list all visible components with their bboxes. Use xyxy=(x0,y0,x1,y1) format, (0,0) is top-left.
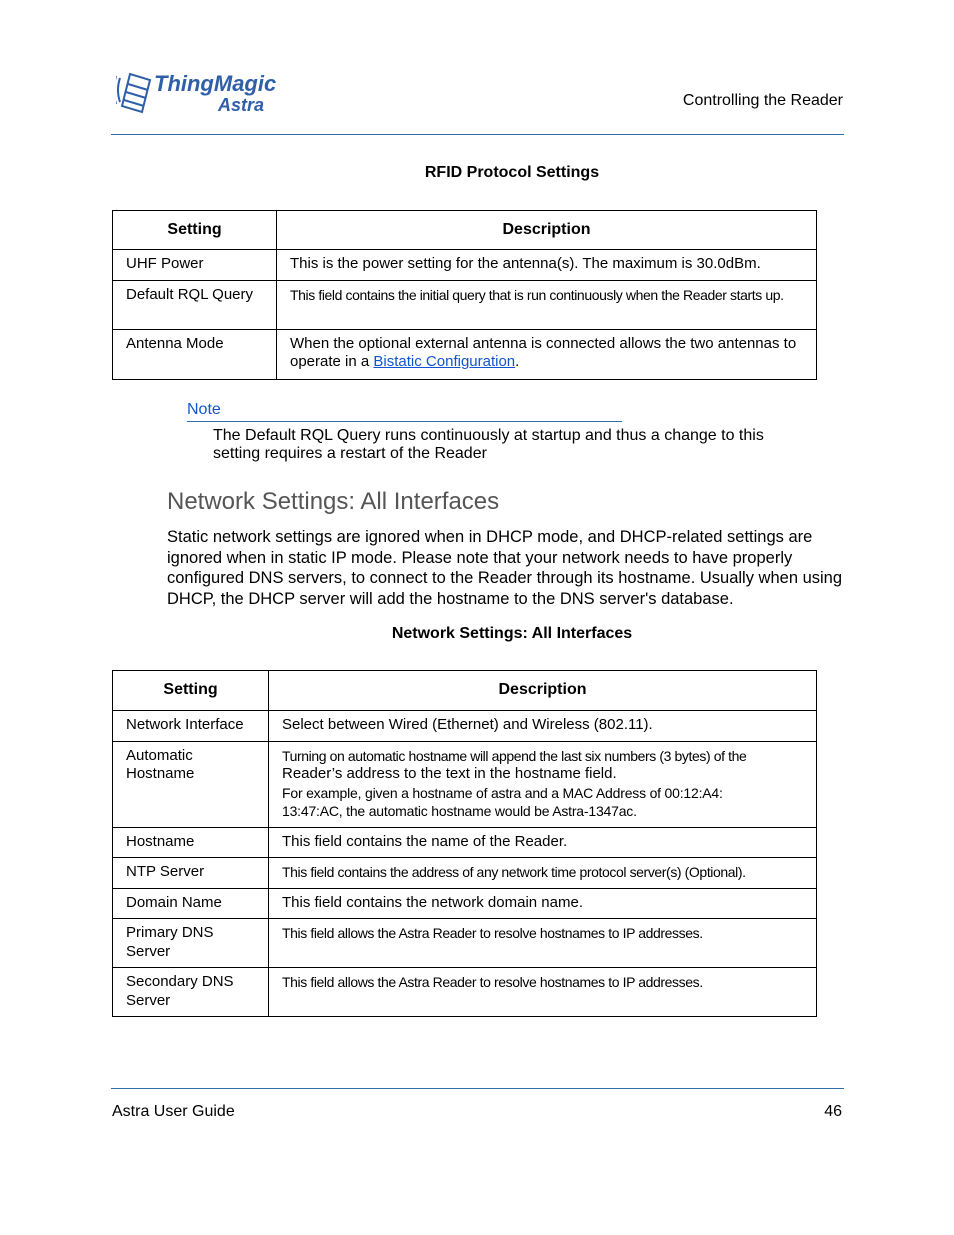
setting-cell: Antenna Mode xyxy=(113,329,277,379)
description-cell xyxy=(269,741,817,827)
description-cell: This field contains the network domain name. xyxy=(269,888,817,919)
footer-doc-title: Astra User Guide xyxy=(112,1103,235,1120)
rfid-table-caption: RFID Protocol Settings xyxy=(424,164,600,181)
description-cell: This field contains the name of the Reader. xyxy=(269,827,817,858)
setting-cell: Default RQL Query xyxy=(113,280,277,329)
setting-cell: NTP Server xyxy=(113,858,269,889)
setting-cell: Hostname xyxy=(113,827,269,858)
rfid-settings-table xyxy=(112,210,817,380)
table-row xyxy=(113,329,817,379)
note-divider xyxy=(187,421,622,422)
column-header-setting: Setting xyxy=(113,211,277,250)
table-header-row xyxy=(113,211,817,250)
setting-cell: UHF Power xyxy=(113,250,277,281)
column-header-description: Description xyxy=(277,211,817,250)
description-line: 13:47:AC, the automatic hostname would be Astra-1347ac. xyxy=(282,803,637,819)
setting-cell: Network Interface xyxy=(113,711,269,742)
description-line: Turning on automatic hostname will append the last six numbers (3 bytes) of the xyxy=(282,747,747,764)
setting-cell: Secondary DNS Server xyxy=(113,968,269,1017)
svg-text:ThingMagic: ThingMagic xyxy=(154,71,276,96)
table-row xyxy=(113,280,817,329)
description-text: When the optional external antenna is connected allows the two antennas to operate in a xyxy=(290,334,797,370)
description-cell: Select between Wired (Ethernet) and Wireless (802.11). xyxy=(269,711,817,742)
setting-cell: Primary DNS Server xyxy=(113,919,269,968)
rfid-tag-icon xyxy=(116,66,276,116)
description-cell: This field allows the Astra Reader to resolve hostnames to IP addresses. xyxy=(269,919,817,968)
section-paragraph: Static network settings are ignored when in DHCP mode, and DHCP-related settings are ignored when in static IP mode. Please note that your network needs to have properly configured DNS servers, to connect to the Reader through its hostname. Usually when using DHCP, the DHCP server will add the hostname to the DNS server's database. xyxy=(167,528,843,608)
table-row xyxy=(113,919,817,968)
setting-cell: Automatic Hostname xyxy=(113,741,269,827)
network-settings-table xyxy=(112,670,817,1017)
description-cell xyxy=(277,329,817,379)
table-row xyxy=(113,827,817,858)
table-row xyxy=(113,888,817,919)
note-text: The Default RQL Query runs continuously at startup and thus a change to this setting requires a restart of the Reader xyxy=(213,427,764,462)
section-title: Controlling the Reader xyxy=(682,92,843,109)
table-row xyxy=(113,711,817,742)
description-cell: This field contains the initial query that is run continuously when the Reader starts up. xyxy=(277,280,817,329)
thingmagic-logo xyxy=(116,66,276,116)
table-row xyxy=(113,741,817,827)
bistatic-configuration-link[interactable]: Bistatic Configuration xyxy=(373,353,516,370)
description-cell: This is the power setting for the antenna(s). The maximum is 30.0dBm. xyxy=(277,250,817,281)
network-table-caption: Network Settings: All Interfaces xyxy=(391,625,633,642)
description-cell: This field contains the address of any network time protocol server(s) (Optional). xyxy=(269,858,817,889)
description-line: Reader’s address to the text in the hostname field. xyxy=(282,765,617,782)
page-number: 46 xyxy=(824,1103,842,1120)
table-header-row xyxy=(113,671,817,711)
table-row xyxy=(113,968,817,1017)
description-line: For example, given a hostname of astra and a MAC Address of 00:12:A4: xyxy=(282,784,723,801)
note-label: Note xyxy=(187,401,221,418)
column-header-setting: Setting xyxy=(113,671,269,711)
description-text-end: . xyxy=(515,353,520,370)
section-heading: Network Settings: All Interfaces xyxy=(167,488,500,515)
setting-cell: Domain Name xyxy=(113,888,269,919)
column-header-description: Description xyxy=(269,671,817,711)
table-row xyxy=(113,250,817,281)
description-cell: This field allows the Astra Reader to resolve hostnames to IP addresses. xyxy=(269,968,817,1017)
footer-divider xyxy=(111,1088,844,1089)
svg-text:Astra: Astra xyxy=(218,95,265,115)
header-divider xyxy=(111,134,844,135)
table-row xyxy=(113,858,817,889)
